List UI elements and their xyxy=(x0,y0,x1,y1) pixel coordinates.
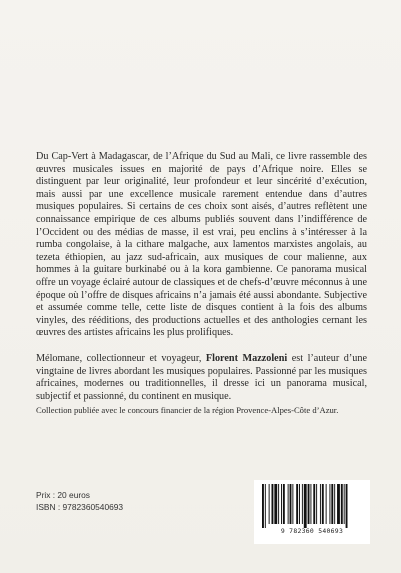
author-bio xyxy=(36,353,367,403)
barcode-digits: 9 782360 540693 xyxy=(280,527,344,535)
price: Prix : 20 euros xyxy=(36,490,90,500)
barcode-bars-icon xyxy=(254,480,370,528)
author-name: Florent Mazzoleni xyxy=(205,353,288,364)
collection-note: Collection publiée avec le concours financier de la région Provence-Alpes-Côte d’Azur. xyxy=(36,405,339,415)
isbn: ISBN : 9782360540693 xyxy=(36,502,124,512)
author-intro: Mélomane, collectionneur et voyageur, xyxy=(36,353,202,364)
barcode xyxy=(254,480,370,544)
book-description: Du Cap-Vert à Madagascar, de l’Afrique du Sud au Mali, ce livre rassemble des œuvres musicales issues en majorité de pays d’Afrique noire. Elles se distinguent par leur originalité, leur profondeur et leur sincérité d’exécution, mais aussi par une excellence musicale rarement entendue dans d’autres musiques populaires. Si certains de ces choix sont aisés, d’autres reflètent une connaissance empirique de ces albums publiés souvent dans l’indifférence de l’Occident ou des médias de masse, il est vrai, peu enclins à s’intéresser à la rumba congolaise, à la cithare malgache, aux lamentos marxistes angolais, au tezeta éthiopien, au jazz sud-africain, aux musiques de cour malienne, aux hommes à la guitare burkinabé ou à la kora gambienne. Ce panorama musical offre un voyage éclairé autour de classiques et de chefs-d’œuvre méconnus à une époque où l’offre de disques africains n’a jamais été aussi abondante. Subjective et assumée comme telle, cette liste de disques contient à la fois des albums vinyles, des rééditions, des productions actuelles et des anthologies cernant les œuvres des artistes africains les plus prolifiques. xyxy=(36,151,367,339)
author-bio-rest: est l’auteur d’une vingtaine de livres abordant les musiques populaires. Passionné par les musiques africaines, modernes ou traditionnelles, il dresse ici un panorama musical, subjectif et passionné, du continent en musique. xyxy=(36,353,367,402)
